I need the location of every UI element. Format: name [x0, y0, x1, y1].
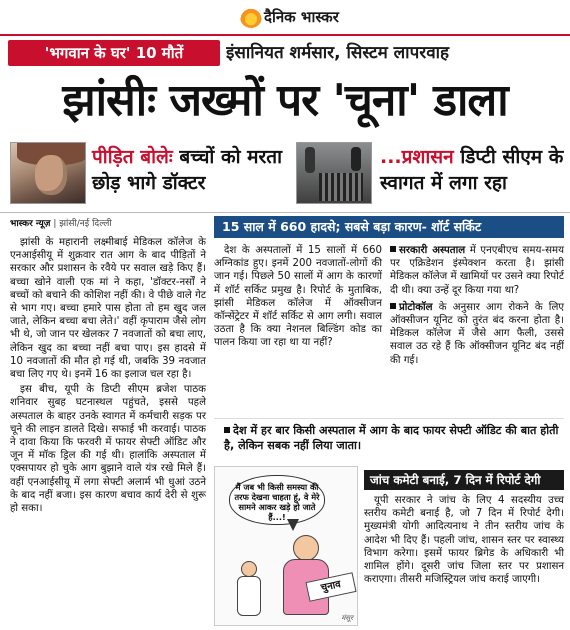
masthead: [0, 0, 570, 36]
top-rule: [0, 34, 570, 36]
cartoonist-signature: मंसूर: [341, 614, 353, 622]
story-column-3: [390, 244, 564, 412]
section-divider: [0, 212, 570, 213]
highlight-quote: [214, 418, 564, 460]
kicker-subhead: इंसानियत शर्मसार, सिस्टम लापरवाह: [226, 43, 450, 63]
probe-heading: जांच कमेटी बनाई, 7 दिन में रिपोर्ट देगी: [364, 470, 564, 490]
list-item-lead: सरकारी अस्पताल: [399, 245, 466, 256]
byline-place: | झांसी/नई दिल्ली: [53, 219, 112, 229]
deck-right-black: डिप्टी सीएम के स्वागत में लगा रहा: [380, 146, 564, 194]
victim-photo: [10, 142, 86, 204]
speech-bubble-tail: [287, 519, 299, 531]
list-item: [390, 301, 564, 367]
story-column-2: [214, 244, 382, 412]
main-headline: झांसीः जख्मों पर 'चूना' डाला: [62, 75, 508, 126]
cartoon-head: [241, 561, 257, 577]
byline: [10, 218, 206, 230]
deck-left-red: पीड़ित बोलेः: [92, 146, 173, 168]
bullet-icon: [390, 303, 396, 309]
photo-detail: [305, 147, 315, 173]
sub-headline-row: [0, 136, 570, 210]
logo-text: दैनिक भास्कर: [264, 8, 339, 26]
speech-bubble: मैं जब भी किसी समस्या की तरफ देखना चाहता हूं, वे मेरे सामने आकर खड़े हो जाते हैं...!: [229, 475, 325, 525]
story-column-1: [10, 236, 206, 626]
sun-logo-icon: [240, 6, 262, 28]
editorial-cartoon: [214, 466, 358, 626]
byline-agency: भास्कर न्यूज़: [10, 219, 51, 229]
list-item-text: में एनएबीएच समय-समय पर एक्रिडेशन इंस्पेक्शन करता है। झांसी मेडिकल कॉलेज में खामियों पर उसने क्या रिपोर्ट दी थी। क्या उन्हें दूर किया गया था?: [390, 245, 564, 296]
photo-detail: [351, 147, 361, 171]
highlight-text: देश में हर बार किसी अस्पताल में आग के बाद फायर सेफ्टी ऑडिट की बात होती है, लेकिन सबक नहीं लिया जाता।: [224, 424, 559, 452]
paragraph: झांसी के महारानी लक्ष्मीबाई मेडिकल कॉलेज के एनआईसीयू में शुक्रवार रात आग के बाद पीड़ितों ने सरकार और प्रशासन के रवैये पर सवाल खड़े किए हैं। बच्चा खोने वाली एक मां ने कहा, 'डॉक्टर-नर्सों ने बच्चों को बचाने की कोशिश नहीं की। वे पीछे वाले गेट से भाग गए। बच्चा हमारे पास होता तो हम खुद जल जाते, लेकिन बच्चा बचा लेते।' वहीं कृपाराम जैसे लोग भी थे, जो जान पर खेलकर 7 नवजातों को बचा लाए, लेकिन खुद का बच्चा नहीं बचा पाए। इस हादसे में 10 नवजातों की मौत हो गई थी, जबकि 39 नवजात बचा लिए गए थे। इनमें 16 का इलाज चल रहा है।: [10, 237, 206, 381]
cartoon-common-man: [237, 561, 261, 617]
bullet-icon: [390, 246, 396, 252]
paragraph: यूपी सरकार ने जांच के लिए 4 सदस्यीय उच्च स्तरीय कमेटी बनाई है, जो 7 दिन में रिपोर्ट देगी। मुख्यमंत्री योगी आदित्यनाथ ने तीन स्तरीय जांच के आदेश भी दिए हैं। पहली जांच, शासन स्तर पर स्वास्थ्य विभाग करेगा। इसमें फायर ब्रिगेड के अधिकारी भी शामिल होंगे। दूसरी जांच जिला स्तर पर प्रशासन कराएगा। तीसरी मजिस्ट्रियल जांच कराई जाएगी।: [364, 495, 564, 586]
newspaper-logo: [236, 4, 347, 30]
list-item-lead: प्रोटोकॉल: [399, 301, 433, 313]
story-column-4: [364, 494, 564, 626]
lime-line-photo: [296, 142, 372, 204]
list-item: [390, 244, 564, 297]
cartoon-body: [237, 576, 261, 616]
bullet-icon: [224, 427, 230, 433]
paragraph: देश के अस्पतालों में 15 सालों में 660 अग्निकांड हुए। इनमें 200 नवजातों-लोगों की जान गई। पिछले 50 सालों में आग के कारणों में शॉर्ट सर्किट प्रमुख है। रिपोर्ट के मुताबिक, झांसी मेडिकल कॉलेज में ऑक्सीजन कॉन्सेंट्रेटर में शॉर्ट सर्किट से आग लगी। सवाल उठता है कि क्या नेशनल बिल्डिंग कोड का पालन किया जा रहा था या नहीं?: [214, 245, 382, 349]
photo-detail: [35, 155, 67, 195]
list-item-text: के अनुसार आग रोकने के लिए ऑक्सीजन यूनिट को तुरंत बंद करना होता है। मेडिकल कॉलेज में जैसे आग फैली, उससे सवाल उठ रहे हैं कि ऑक्सीजन यूनिट बंद नहीं की गई।: [390, 301, 564, 366]
paragraph: इस बीच, यूपी के डिप्टी सीएम ब्रजेश पाठक शनिवार सुबह घटनास्थल पहुंचते, इससे पहले अस्पताल के बाहर उनके स्वागत में कर्मचारी सड़क पर चूने की लाइन डालते दिखे। सफाई भी करवाई। पाठक ने दावा किया कि फरवरी में फायर सेफ्टी ऑडिट और जून में मॉक ड्रिल की गई थी। हालांकि अस्पताल में एक्सपायर हो चुके आग बुझाने वाले यंत्र रखे मिले हैं। वहीं एनआईसीयू में लगा सेफ्टी अलार्म भी धुआं उठने के बाद नहीं बजा। इस कारण बचाव कार्य देरी से शुरू हो सका।: [10, 384, 206, 515]
facts-band-heading: 15 साल में 660 हादसे; सबसे बड़ा कारण- शॉर्ट सर्किट: [214, 216, 564, 238]
kicker-label: 'भगवान के घर' 10 मौतें: [8, 40, 220, 66]
deck-right: [380, 144, 566, 196]
cartoon-head: [293, 535, 319, 561]
deck-left: [92, 144, 288, 196]
photo-detail: [319, 173, 363, 201]
cartoon-politician: [279, 535, 333, 615]
deck-right-red: ...प्रशासन: [380, 146, 454, 168]
deck-left-black: बच्चों को मरता छोड़ भागे डॉक्टर: [92, 146, 282, 194]
cartoon-sign: चुनाव: [305, 572, 356, 602]
